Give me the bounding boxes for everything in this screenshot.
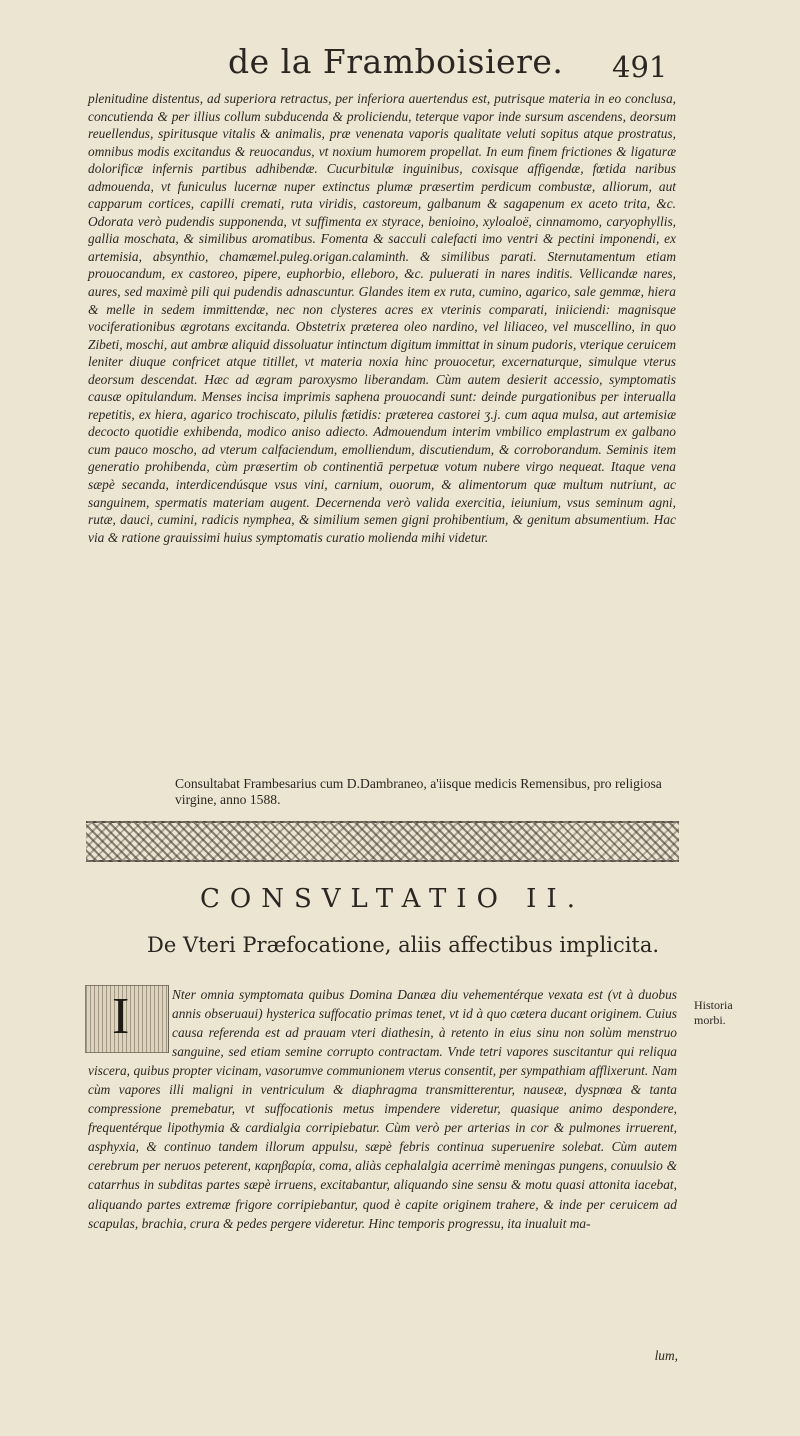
main-paragraph: plenitudine distentus, ad superiora retractus, per inferiora auertendus est, putrisque materia in eo conclusa, concutienda & per illius collum subducenda & proliciendu, teterque vapor inde sursum ascendens, deorsum reuellendus, spiritusque vitalis & animalis, præ venenata vaporis qualitate veluti sopitus atque prostratus, omnibus modis excitandus & reuocandus, vt noxium humorem propellat. In eum finem frictiones & ligaturæ dolorificæ infernis partibus adhibendæ. Cucurbitulæ inguinibus, coxisque affigendæ, fœtida naribus admouenda, vt funiculus lucernæ nuper extinctus plumæ præsertim perdicum combustæ, alliorum, aut capparum cortices, capilli cremati, ruta viridis, castoreum, galbanum & sagapenum ex aceto trita, &c. Odorata verò pudendis supponenda, vt suffimenta ex styrace, benioino, xyloaloë, cinnamomo, caryophyllis, gallia moschata, & similibus aromatibus. Fomenta & sacculi calefacti imo ventri & pectini imponendi, ex artemisia, absynthio, chamæmel.puleg.origan.calaminth. & similibus parati. Sternutamentum etiam prouocandum, ex castoreo, pipere, euphorbio, elleboro, &c. puluerati in nares inditis. Vellicandæ nares, aures, sed maximè pili qui pudendis adnascuntur. Glandes item ex ruta, cumino, agarico, sale gemmæ, hiera & melle in sedem immittendæ, nec non clysteres acres ex vterinis comparati, iniiciendi: magnisque vociferationibus ægrotans excitanda. Obstetrix præterea oleo nardino, vel liliaceo, vel muscellino, in quo Zibeti, moschi, aut ambræ aliquid dissoluatur intinctum digitum immittat in sinum pudoris, vterique ceruicem leniter diuque confricet atque titillet, vt materia noxia hinc prouocetur, excernaturque, simulque vterus deorsum descendat. Hæc ad ægram paroxysmo liberandam. Cùm autem desierit accessio, symptomatis causæ opitulandum. Menses incisa imprimis saphena prouocandi sunt: deinde purgationibus per interualla repetitis, ex hiera, agarico trochiscato, pilulis fætidis: præterea castorei ʒ.j. cum aqua mulsa, aut artemisiæ decocto quotidie exhibenda, modico aniso adiecto. Admouendum interim vmbilico emplastrum ex galbano cum pauco moscho, ad vterum calfaciendum, emolliendum, discutiendum, & corroborandum. Seminis item generatio prohibenda, cùm præsertim ob continentiā perpetuæ votum nubere virgo nequeat. Itaque vena sæpè secanda, interdicendúsque vsus vini, carnium, ouorum, & alimentorum quæ multum nutriunt, ac sanguinem, spermatis materiam augent. Decernenda verò valida exercitia, ieiunium, vsus seminum agni, rutæ, dauci, cumini, radicis nymphea, & similium semen gigni prohibentium, & genitum absumentium. Hac via & ratione grauissimi huius symptomatis curatio molienda mihi videtur.	[88, 91, 676, 545]
drop-cap-letter: I	[112, 988, 130, 1045]
running-head: de la Framboisiere.	[228, 42, 564, 81]
section-title: De Vteri Præfocatione, aliis affectibus implicita.	[147, 933, 660, 957]
decorative-headpiece	[86, 821, 679, 862]
initial-spacer	[88, 985, 172, 1055]
consultation-colophon: Consultabat Frambesarius cum D.Dambraneo, a'iisque medicis Remensibus, pro religiosa virgine, anno 1588.	[175, 776, 662, 807]
margin-note-line: morbi.	[694, 1013, 726, 1027]
page-number: 491	[612, 50, 668, 84]
consultatio-heading: CONSVLTATIO II.	[200, 884, 585, 914]
margin-note	[694, 998, 733, 1028]
catchword: lum,	[654, 1348, 678, 1363]
main-text-block	[88, 90, 676, 546]
section-text-block	[88, 985, 677, 1233]
section-paragraph: Nter omnia symptomata quibus Domina Danæa diu vehementérque vexata est (vt à duobus annis obseruaui) hysterica suffocatio primas tenet, vt id à quo cætera ducant originem. Cuius causa referenda est ad prauam vteri diathesin, à retento in eius sinu non solùm menstruo sanguine, sed etiam semine corrupto contractam. Vnde tetri vapores suscitantur qui reliqua viscera, quibus propter vicinam, vasorumve communionem vterus consentit, per sympathiam afflixerunt. Nam cùm vapores illi maligni in ventriculum & diaphragma transmitterentur, nauseæ, dyspnœa & tanta compressione premebatur, vt suffocationis metus impendere videretur, quasique animo despondere, frequentérque lipothymia & cardialgia corripiebatur. Cùm verò per arterias in cor & pulmones irruerent, asphyxia, & continuo tandem illorum appulsu, sæpè febris continua superuenire solebat. Cùm autem cerebrum per neruos peterent, καρηβαρία, coma, aliàs cephalalgia acerrimè meningas pungens, conuulsio & catarrhus in subditas partes sæpè irruens, excitabantur, aliquando sine sensu & motu quasi attonita iacebat, aliquando partes extremæ frigore corripiebantur, quod è capite originem trahere, & inde per ceruicem ad scapulas, brachia, crura & pedes pergere videretur. Hinc temporis progressu, ita inualuit ma-	[88, 987, 677, 1231]
margin-note-line: Historia	[694, 998, 733, 1012]
